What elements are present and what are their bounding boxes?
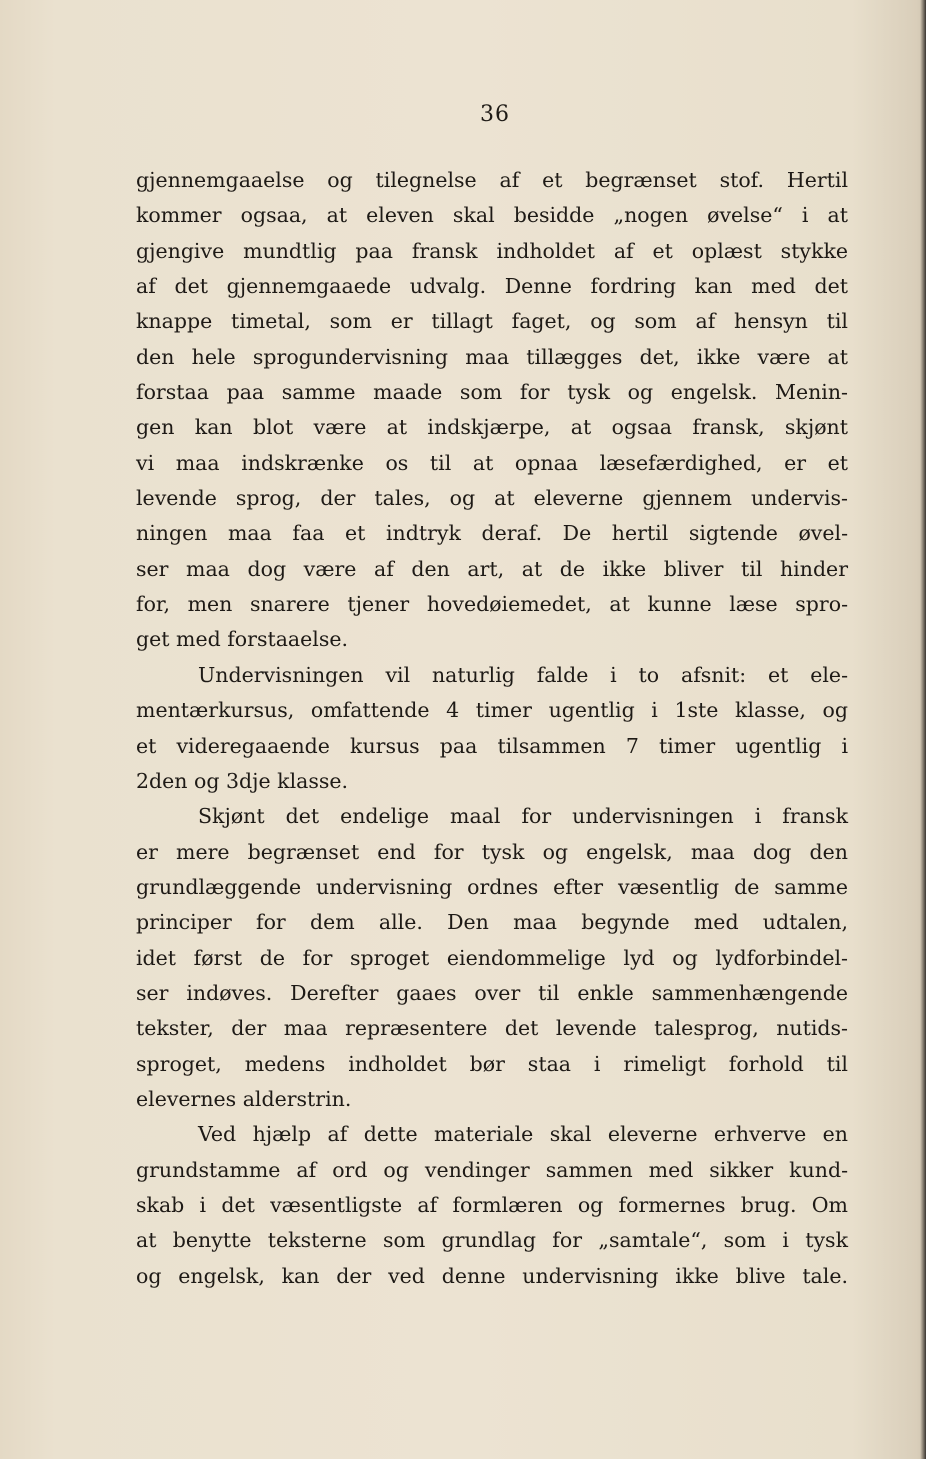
- text-line: vi maa indskrænke os til at opnaa læsefærdighed, er et: [136, 450, 848, 475]
- text-line: Undervisningen vil naturlig falde i to afsnit: et ele-: [198, 662, 848, 687]
- text-line: forstaa paa samme maade som for tysk og engelsk. Menin-: [136, 380, 848, 405]
- text-line: ningen maa faa et indtryk deraf. De hertil sigtende øvel-: [136, 521, 848, 546]
- text-line: gjennemgaaelse og tilegnelse af et begrænset stof. Hertil: [136, 168, 848, 192]
- text-line: Ved hjælp af dette materiale skal eleverne erhverve en: [198, 1122, 848, 1147]
- text-line: get med forstaaelse.: [136, 627, 349, 652]
- text-line: skab i det væsentligste af formlæren og formernes brug. Om: [136, 1192, 848, 1217]
- text-line: tekster, der maa repræsentere det levende talesprog, nutids-: [136, 1016, 848, 1041]
- body-text: [136, 163, 848, 1294]
- text-line: ser indøves. Derefter gaaes over til enkle sammenhængende: [136, 980, 848, 1005]
- text-line: sproget, medens indholdet bør staa i rimeligt forhold til: [136, 1051, 848, 1076]
- text-line: idet først de for sproget eiendommelige lyd og lydforbindel-: [136, 945, 848, 970]
- text-line: af det gjennemgaaede udvalg. Denne fordring kan med det: [136, 274, 848, 299]
- page-edge-shadow: [920, 0, 926, 1459]
- text-line: et videregaaende kursus paa tilsammen 7 timer ugentlig i: [136, 733, 848, 758]
- text-line: at benytte teksterne som grundlag for „samtale“, som i tysk: [136, 1228, 848, 1253]
- text-line: den hele sprogundervisning maa tillægges det, ikke være at: [136, 344, 848, 369]
- text-line: levende sprog, der tales, og at eleverne gjennem undervis-: [136, 486, 848, 511]
- text-line: grundlæggende undervisning ordnes efter væsentlig de samme: [136, 874, 848, 899]
- text-line: knappe timetal, som er tillagt faget, og som af hensyn til: [136, 309, 848, 334]
- text-line: gjengive mundtlig paa fransk indholdet af et oplæst stykke: [136, 238, 848, 263]
- page-number: 36: [480, 102, 510, 127]
- text-line: Skjønt det endelige maal for undervisningen i fransk: [198, 804, 848, 829]
- text-line: for, men snarere tjener hovedøiemedet, at kunne læse spro-: [136, 592, 848, 617]
- text-line: ser maa dog være af den art, at de ikke bliver til hinder: [136, 556, 848, 581]
- text-line: og engelsk, kan der ved denne undervisning ikke blive tale.: [136, 1263, 848, 1288]
- text-line: elevernes alderstrin.: [136, 1086, 352, 1111]
- text-line: 2den og 3dje klasse.: [136, 768, 349, 793]
- text-line: grundstamme af ord og vendinger sammen med sikker kund-: [136, 1157, 848, 1182]
- text-line: mentærkursus, omfattende 4 timer ugentlig i 1ste klasse, og: [136, 698, 848, 723]
- text-line: principer for dem alle. Den maa begynde med udtalen,: [136, 910, 848, 935]
- text-line: er mere begrænset end for tysk og engelsk, maa dog den: [136, 839, 848, 864]
- text-line: gen kan blot være at indskjærpe, at ogsaa fransk, skjønt: [136, 415, 848, 440]
- text-line: kommer ogsaa, at eleven skal besidde „nogen øvelse“ i at: [136, 203, 848, 228]
